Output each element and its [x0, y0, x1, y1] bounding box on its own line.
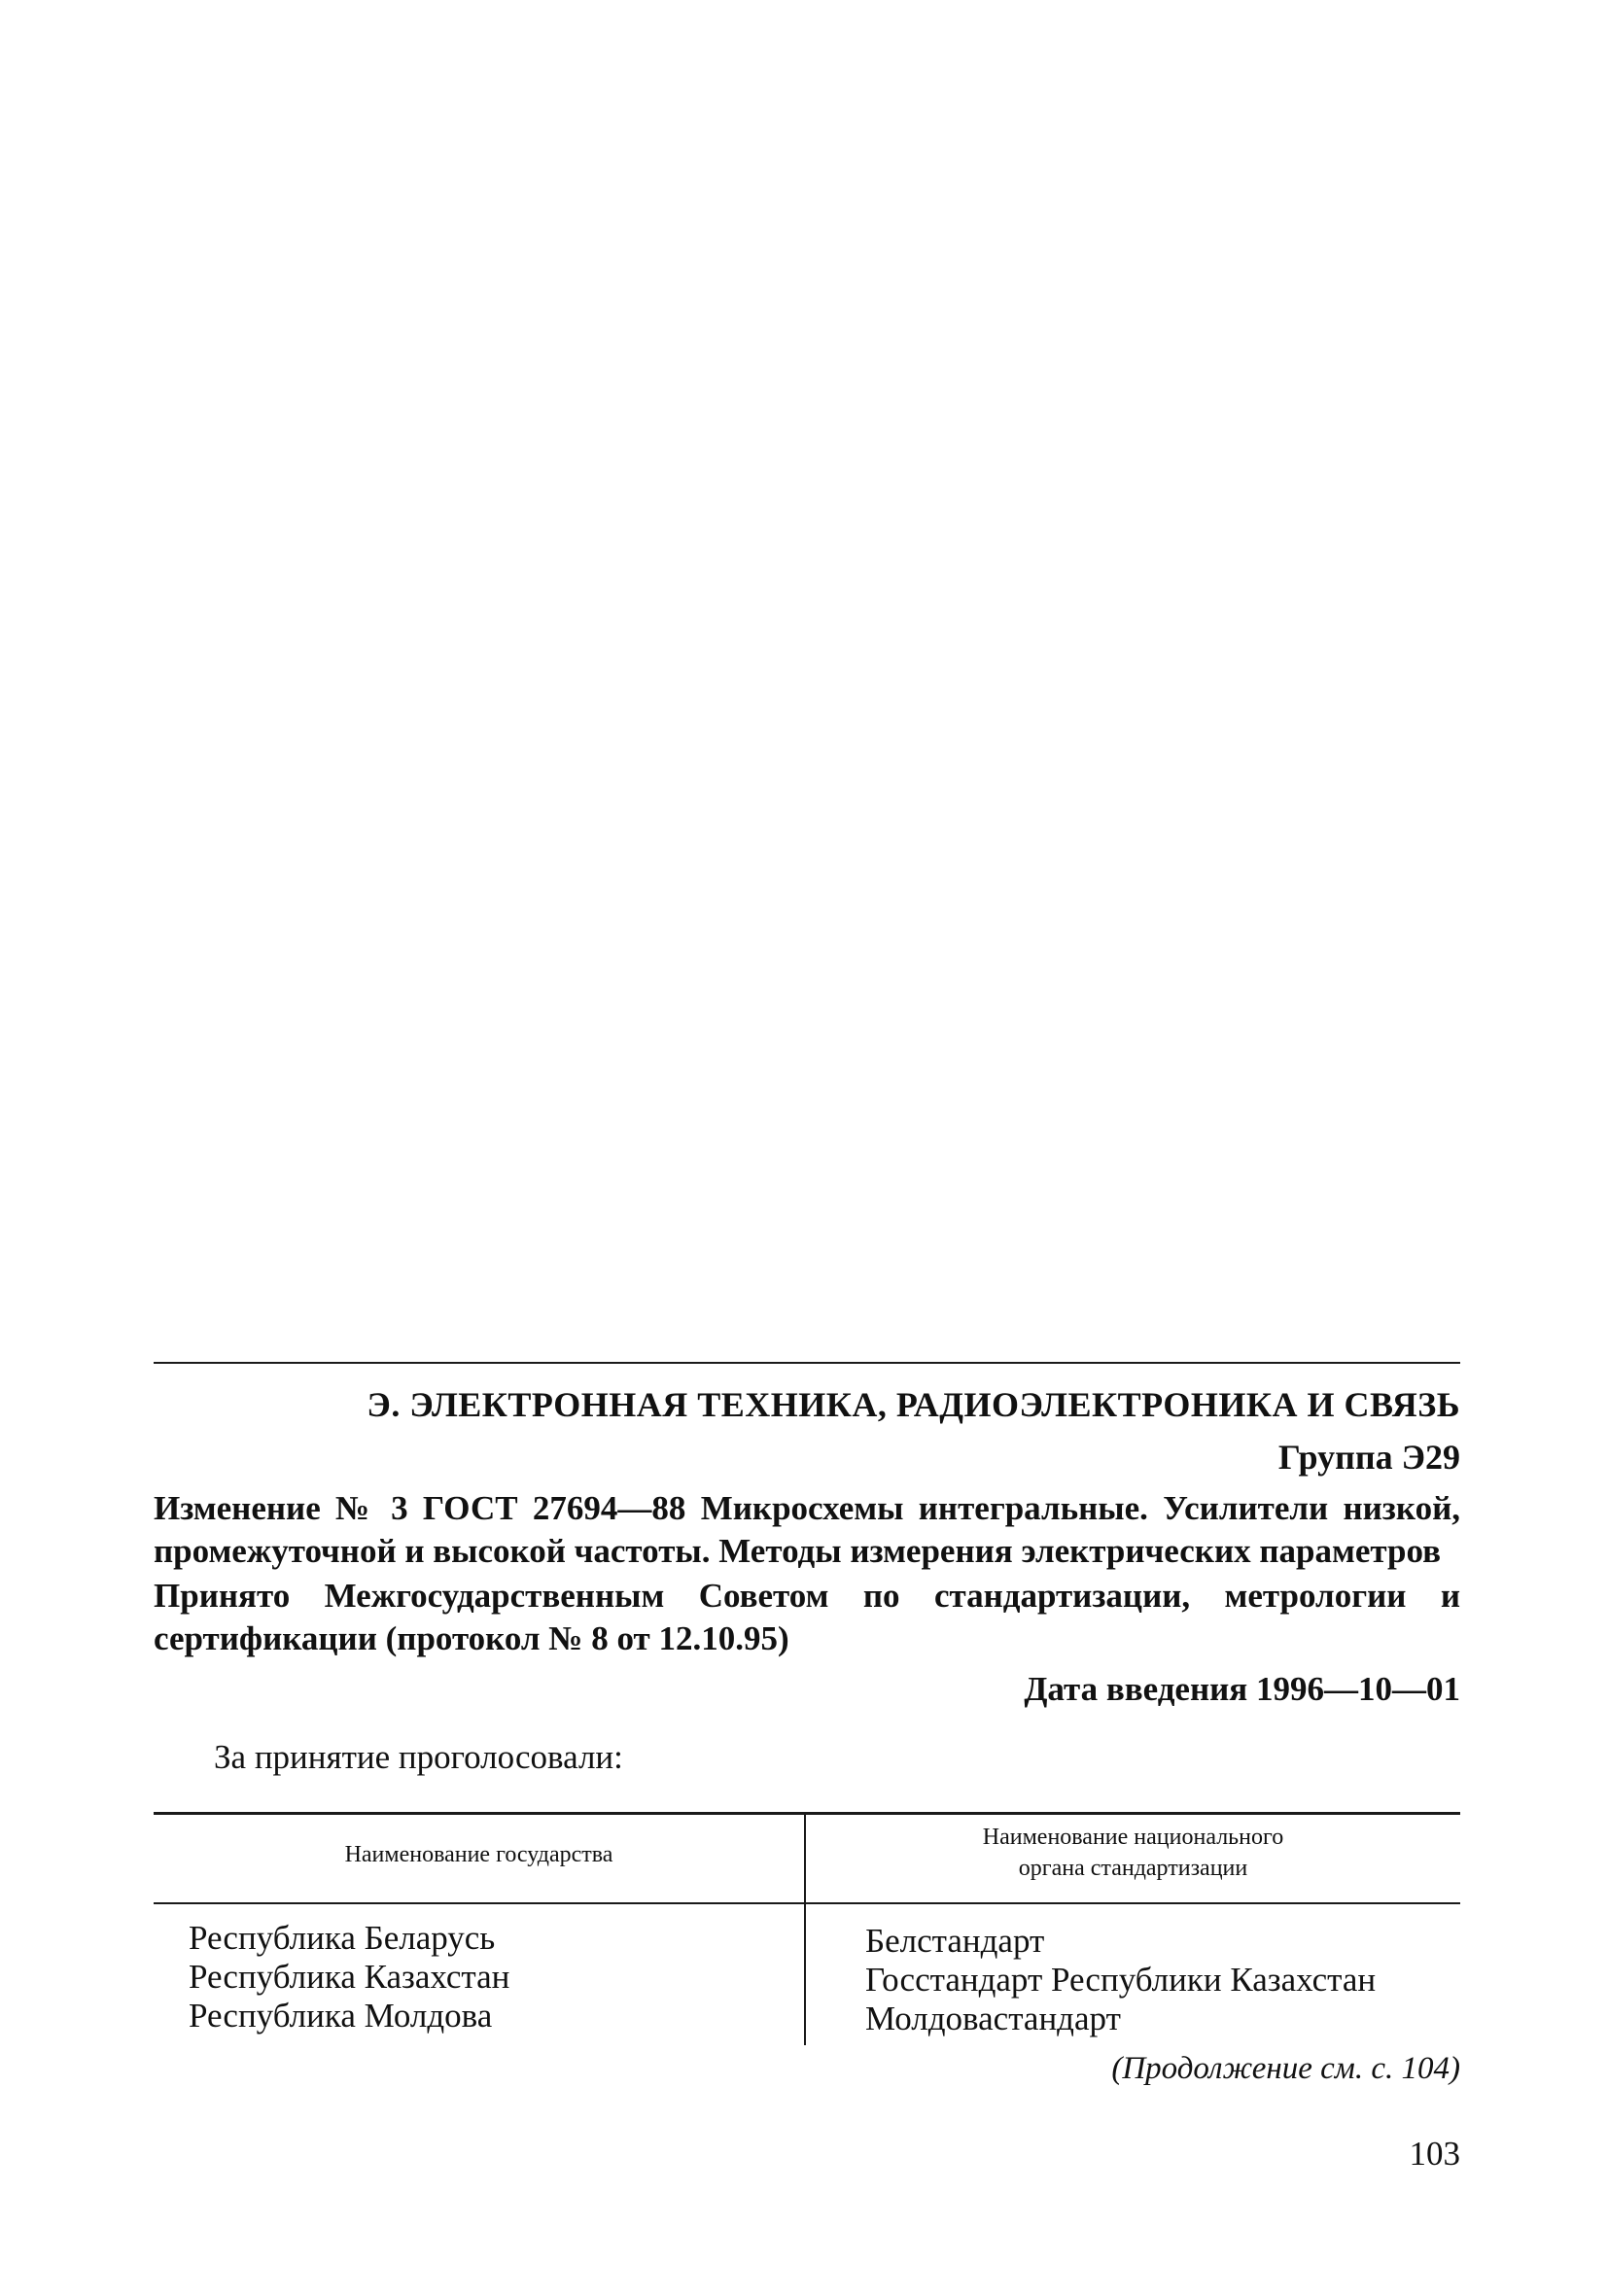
voting-table: [154, 1812, 1460, 2045]
table-header-body: [806, 1822, 1460, 1884]
table-cell-body: Госстандарт Республики Казахстан: [865, 1961, 1377, 1999]
bodies-column: [865, 1922, 1376, 2038]
table-top-rule: [154, 1812, 1460, 1815]
table-cell-body: Молдовастандарт: [865, 2000, 1121, 2037]
table-cell-state: Республика Беларусь: [189, 1919, 496, 1957]
section-title: Э. ЭЛЕКТРОННАЯ ТЕХНИКА, РАДИОЭЛЕКТРОНИКА И СВЯЗЬ: [367, 1385, 1460, 1424]
table-header-rule: [154, 1902, 1460, 1904]
page-number: 103: [1409, 2135, 1460, 2173]
table-header-body-line1: Наименование национального: [982, 1825, 1284, 1850]
table-header-state-label: Наименование государства: [344, 1842, 613, 1867]
introduction-date: Дата введения 1996—10—01: [1024, 1670, 1460, 1708]
voted-label: За принятие проголосовали:: [214, 1738, 623, 1776]
change-title: Изменение № 3 ГОСТ 27694—88 Микросхемы интегральные. Усилители низкой, промежуточной и высокой частоты. Методы измерения электрических параметров: [154, 1489, 1460, 1570]
table-cell-state: Республика Молдова: [189, 1997, 493, 2035]
adoption-note: Принято Межгосударственным Советом по стандартизации, метрологии и сертификации (протокол № 8 от 12.10.95): [154, 1577, 1460, 1657]
states-column: [189, 1919, 509, 2035]
group-code: Группа Э29: [1277, 1438, 1460, 1477]
table-header-body-line2: органа стандартизации: [1018, 1856, 1248, 1881]
table-cell-body: Белстандарт: [865, 1922, 1045, 1960]
continued-note: (Продолжение см. с. 104): [1111, 2051, 1460, 2086]
table-cell-state: Республика Казахстан: [189, 1958, 510, 1996]
top-rule: [154, 1362, 1460, 1364]
table-header-state: [154, 1839, 804, 1870]
